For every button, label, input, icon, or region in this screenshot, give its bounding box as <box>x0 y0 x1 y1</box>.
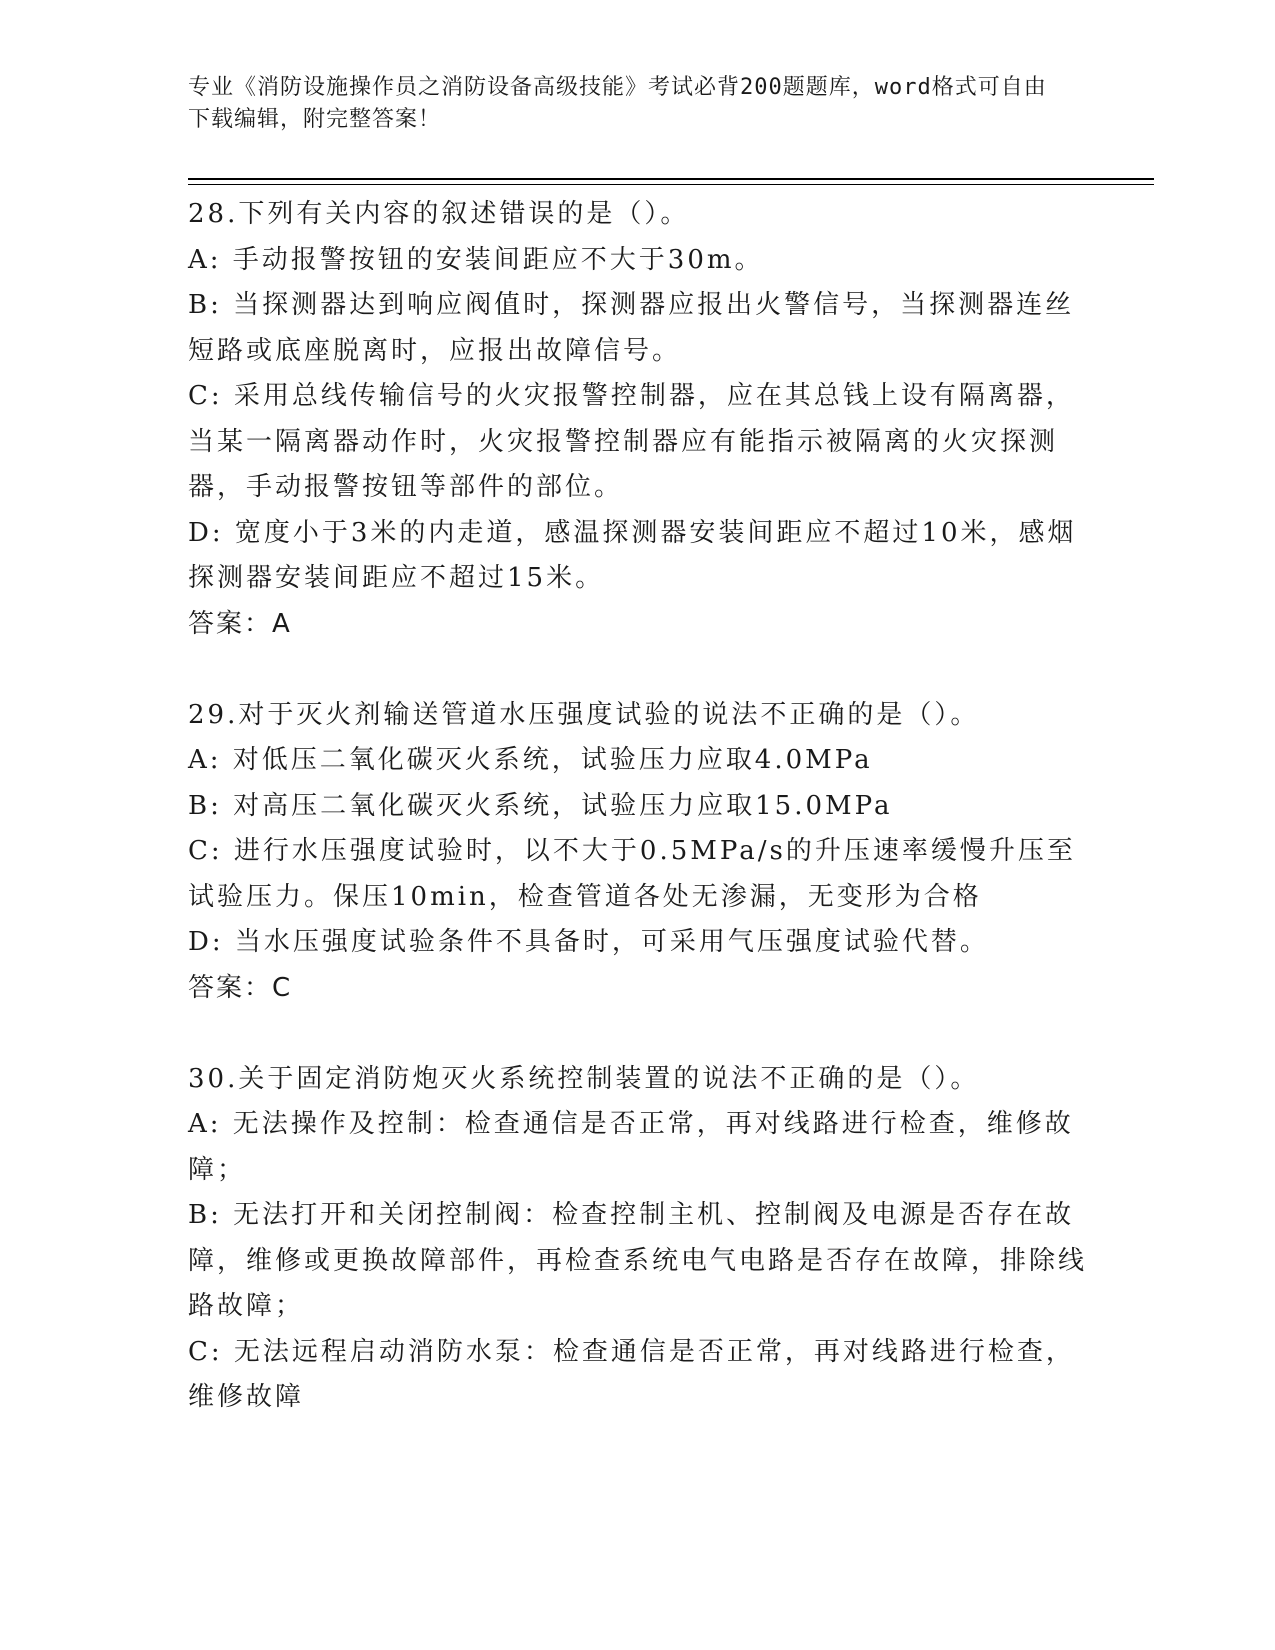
option-d: D: 宽度小于3米的内走道，感温探测器安装间距应不超过10米，感烟探测器安装间距应不超过15米。 <box>188 517 1077 593</box>
header-rule-thin <box>188 184 1154 185</box>
question-list <box>188 192 1088 1421</box>
option-c: C: 无法远程启动消防水泵：检查通信是否正常，再对线路进行检查，维修故障 <box>188 1336 1075 1412</box>
option-a: A: 无法操作及控制：检查通信是否正常，再对线路进行检查，维修故障； <box>188 1109 1074 1185</box>
question-30 <box>188 1057 1088 1421</box>
answer: 答案：C <box>188 972 293 1003</box>
question-29 <box>188 693 1088 1012</box>
question-title: 28.下列有关内容的叙述错误的是（）。 <box>188 199 690 229</box>
option-a: A: 对低压二氧化碳灭火系统，试验压力应取4.0MPa <box>188 745 873 775</box>
option-b: B: 无法打开和关闭控制阀：检查控制主机、控制阀及电源是否存在故障，维修或更换故障部件，再检查系统电气电路是否存在故障，排除线路故障； <box>188 1200 1088 1321</box>
option-b: B: 对高压二氧化碳灭火系统，试验压力应取15.0MPa <box>188 790 893 821</box>
option-b: B: 当探测器达到响应阀值时，探测器应报出火警信号，当探测器连丝短路或底座脱离时，应报出故障信号。 <box>188 290 1075 366</box>
spacer <box>188 1011 1088 1057</box>
option-d: D: 当水压强度试验条件不具备时，可采用气压强度试验代替。 <box>188 927 989 957</box>
option-a: A: 手动报警按钮的安装间距应不大于30m。 <box>188 244 764 275</box>
header-rule-thick <box>188 178 1154 180</box>
document-header: 专业《消防设施操作员之消防设备高级技能》考试必背200题题库，word格式可自由下载编辑，附完整答案！ <box>188 75 1047 132</box>
question-28 <box>188 192 1088 647</box>
option-c: C: 采用总线传输信号的火灾报警控制器，应在其总钱上设有隔离器，当某一隔离器动作时，火灾报警控制器应有能指示被隔离的火灾探测器，手动报警按钮等部件的部位。 <box>188 381 1075 502</box>
option-c: C: 进行水压强度试验时，以不大于0.5MPa/s的升压速率缓慢升压至试验压力。保压10min，检查管道各处无渗漏，无变形为合格 <box>188 836 1076 912</box>
answer: 答案：A <box>188 608 292 639</box>
spacer <box>188 647 1088 693</box>
question-title: 29.对于灭火剂输送管道水压强度试验的说法不正确的是（）。 <box>188 699 980 730</box>
question-title: 30.关于固定消防炮灭火系统控制装置的说法不正确的是（）。 <box>188 1063 980 1094</box>
